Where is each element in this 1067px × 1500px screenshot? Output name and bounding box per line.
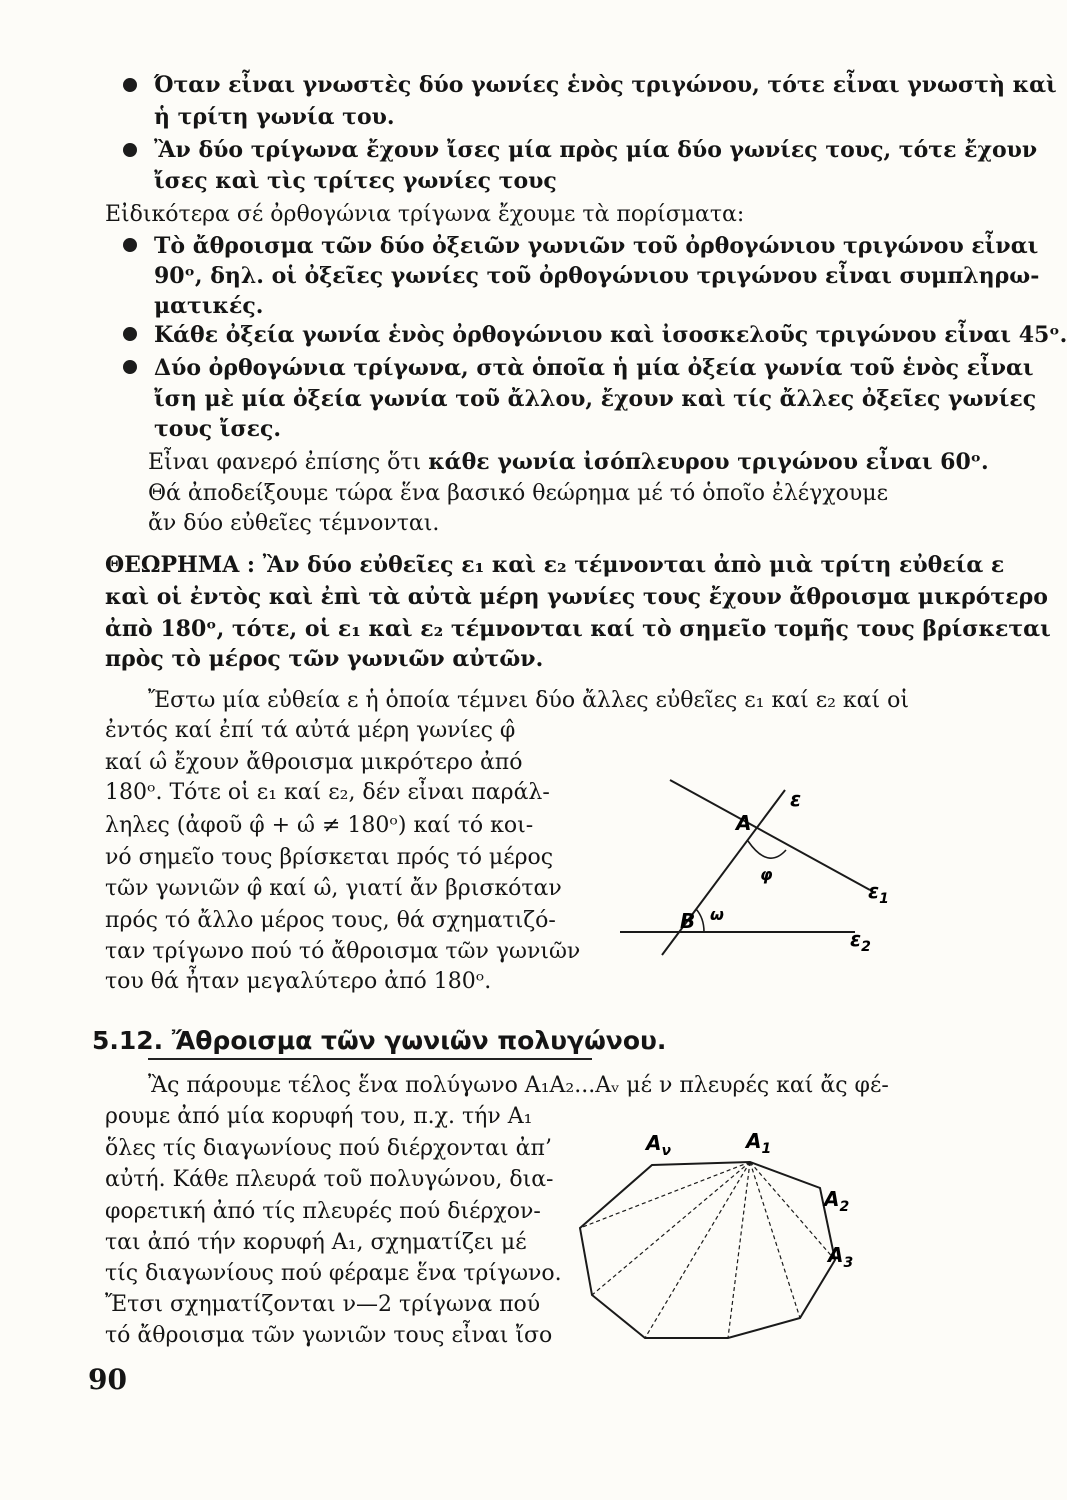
proof-line-1: Ἔστω μία εὐθεία ε ἡ ὁποία τέμνει δύο ἄλλες εὐθεῖες ε₁ καί ε₂ καί οἱ [148, 688, 910, 713]
heading-underline [148, 1058, 592, 1060]
equilateral-bold: κάθε γωνία ἰσόπλευρου τριγώνου εἶναι 60ᵒ. [428, 449, 989, 475]
polygon-line-1: Ἂς πάρουμε τέλος ἕνα πολύγωνο Α₁Α₂...Αᵥ μέ ν πλευρές καί ἄς φέ- [148, 1073, 889, 1098]
corollary-1-line-1: Όταν εἶναι γνωστὲς δύο γωνίες ἑνὸς τριγώνου, τότε εἶναι γνωστὴ καὶ [154, 72, 1057, 98]
label-e: ε [790, 787, 802, 811]
label-e1: $\varepsilon_1$ [868, 879, 889, 907]
label-A: A [736, 811, 752, 835]
diagonal [750, 1162, 800, 1318]
label-Av-sub: ν [661, 1143, 672, 1159]
theorem-label: ΘΕΩΡΗΜΑ : [105, 552, 263, 578]
label-B: B [680, 909, 696, 933]
theorem-text-1: Ἂν δύο εὐθεῖες ε₁ καὶ ε₂ τέμνονται ἀπὸ μιὰ τρίτη εὐθεία ε [262, 552, 1005, 578]
polygon-line-2: ρουμε ἀπό μία κορυφή του, π.χ. τήν Α₁ [105, 1104, 533, 1129]
label-Av: $A_\nu$ [646, 1131, 672, 1159]
corollary-5-line-2: ἴση μὲ μία ὀξεία γωνία τοῦ ἄλλου, ἔχουν καὶ τίς ἄλλες ὀξεῖες γωνίες [154, 386, 1037, 412]
equilateral-normal: Εἶναι φανερό ἐπίσης ὅτι [148, 450, 429, 475]
polygon-line-6: ται ἀπό τήν κορυφή Α₁, σχηματίζει μέ [105, 1230, 527, 1255]
label-omega: ω [710, 905, 724, 924]
proof-line-4: 180ᵒ. Τότε οἱ ε₁ καί ε₂, δέν εἶναι παράλ- [105, 780, 550, 805]
label-A1-sub: 1 [761, 1141, 772, 1157]
corollary-3-line-3: ματικές. [154, 293, 264, 319]
label-A2: $A_2$ [824, 1187, 850, 1215]
bullet [123, 327, 137, 341]
proof-line-9: ταν τρίγωνο πού τό ἄθροισμα τῶν γωνιῶν [105, 939, 581, 964]
angle-phi-arc [748, 841, 786, 858]
label-A3: $A_3$ [828, 1243, 854, 1271]
corollary-2-line-1: Ἂν δύο τρίγωνα ἔχουν ἴσες μία πρὸς μία δύο γωνίες τους, τότε ἔχουν [154, 137, 1038, 163]
prove-intro-line-2: ἄν δύο εὐθεῖες τέμνονται. [148, 511, 440, 536]
polygon-figure [560, 1120, 880, 1350]
theorem-line-4: πρὸς τὸ μέρος τῶν γωνιῶν αὐτῶν. [105, 646, 544, 672]
theorem-line-2: καὶ οἱ ἐντὸς καὶ ἐπὶ τὰ αὐτὰ μέρη γωνίες τους ἔχουν ἄθροισμα μικρότερο [105, 584, 1048, 610]
theorem-line-3: ἀπὸ 180ᵒ, τότε, οἱ ε₁ καὶ ε₂ τέμνονται καί τὸ σημεῖο τομῆς τους βρίσκεται [105, 616, 1051, 642]
diagonal [580, 1162, 750, 1228]
label-A1: $A_1$ [746, 1129, 772, 1157]
angle-omega-arc [696, 909, 704, 932]
label-e1-sub: 1 [879, 891, 889, 907]
corollary-2-line-2: ἴσες καὶ τὶς τρίτες γωνίες τους [154, 168, 557, 194]
prove-intro-line-1: Θά ἀποδείξουμε τώρα ἕνα βασικό θεώρημα μέ τό ὁποῖο ἐλέγχουμε [148, 481, 888, 506]
label-A2-sub: 2 [839, 1199, 850, 1215]
label-e2: $\varepsilon_2$ [850, 927, 871, 955]
right-triangle-intro: Εἰδικότερα σέ ὀρθογώνια τρίγωνα ἔχουμε τὰ πορίσματα: [105, 202, 745, 227]
proof-line-10: του θά ἦταν μεγαλύτερο ἀπό 180ᵒ. [105, 969, 492, 994]
theorem-line-1 [105, 552, 1004, 578]
diagonal [645, 1162, 750, 1338]
polygon-line-9: τό ἄθροισμα τῶν γωνιῶν τους εἶναι ἴσο [105, 1323, 553, 1348]
bullet [123, 238, 137, 252]
proof-line-3: καί ω̂ ἔχουν ἄθροισμα μικρότερο ἀπό [105, 750, 523, 775]
polygon-outline [580, 1162, 835, 1338]
equilateral-line [148, 449, 989, 476]
bullet [123, 78, 137, 92]
proof-line-5: ληλες (ἀφοῦ φ̂ + ω̂ ≠ 180ᵒ) καί τό κοι- [105, 813, 534, 838]
page-number: 90 [88, 1363, 127, 1396]
corollary-3-line-1: Τὸ ἄθροισμα τῶν δύο ὀξειῶν γωνιῶν τοῦ ὀρθογώνιου τριγώνου εἶναι [154, 233, 1039, 259]
polygon-line-3: ὅλες τίς διαγωνίους πού διέρχονται ἀπ’ [105, 1136, 552, 1161]
proof-line-7: τῶν γωνιῶν φ̂ καί ω̂, γιατί ἄν βρισκόταν [105, 876, 562, 901]
corollary-3-line-2: 90ᵒ, δηλ. οἱ ὀξεῖες γωνίες τοῦ ὀρθογώνιου τριγώνου εἶναι συμπληρω- [154, 263, 1040, 289]
diagonals [580, 1162, 835, 1338]
proof-line-8: πρός τό ἄλλο μέρος τους, θά σχηματιζό- [105, 908, 556, 933]
proof-line-6: νό σημεῖο τους βρίσκεται πρός τό μέρος [105, 845, 554, 870]
bullet [123, 143, 137, 157]
corollary-1-line-2: ἡ τρίτη γωνία του. [154, 104, 395, 130]
proof-line-2: ἐντός καί ἐπί τά αὐτά μέρη γωνίες φ̂ [105, 718, 516, 743]
label-e2-sub: 2 [861, 939, 871, 955]
diagonal [750, 1162, 835, 1260]
transversal-figure [600, 770, 900, 970]
label-A3-sub: 3 [843, 1255, 854, 1271]
corollary-5-line-3: τους ἴσες. [154, 416, 282, 442]
corollary-5-line-1: Δύο ὀρθογώνια τρίγωνα, στὰ ὁποῖα ἡ μία ὀξεία γωνία τοῦ ἑνὸς εἶναι [154, 355, 1034, 381]
polygon-line-8: Ἔτσι σχηματίζονται ν—2 τρίγωνα πού [105, 1292, 541, 1317]
diagonal [728, 1162, 750, 1338]
corollary-4-line-1: Κάθε ὀξεία γωνία ἑνὸς ὀρθογώνιου καὶ ἰσοσκελοῦς τριγώνου εἶναι 45ᵒ. [154, 322, 1067, 348]
label-phi: φ [760, 865, 773, 884]
polygon-line-5: φορετική ἀπό τίς πλευρές πού διέρχον- [105, 1199, 541, 1224]
section-heading: 5.12. Ἄθροισμα τῶν γωνιῶν πολυγώνου. [92, 1026, 667, 1055]
polygon-line-4: αὐτή. Κάθε πλευρά τοῦ πολυγώνου, δια- [105, 1167, 554, 1192]
diagonal [592, 1162, 750, 1295]
polygon-line-7: τίς διαγωνίους πού φέραμε ἕνα τρίγωνο. [105, 1261, 562, 1286]
bullet [123, 360, 137, 374]
